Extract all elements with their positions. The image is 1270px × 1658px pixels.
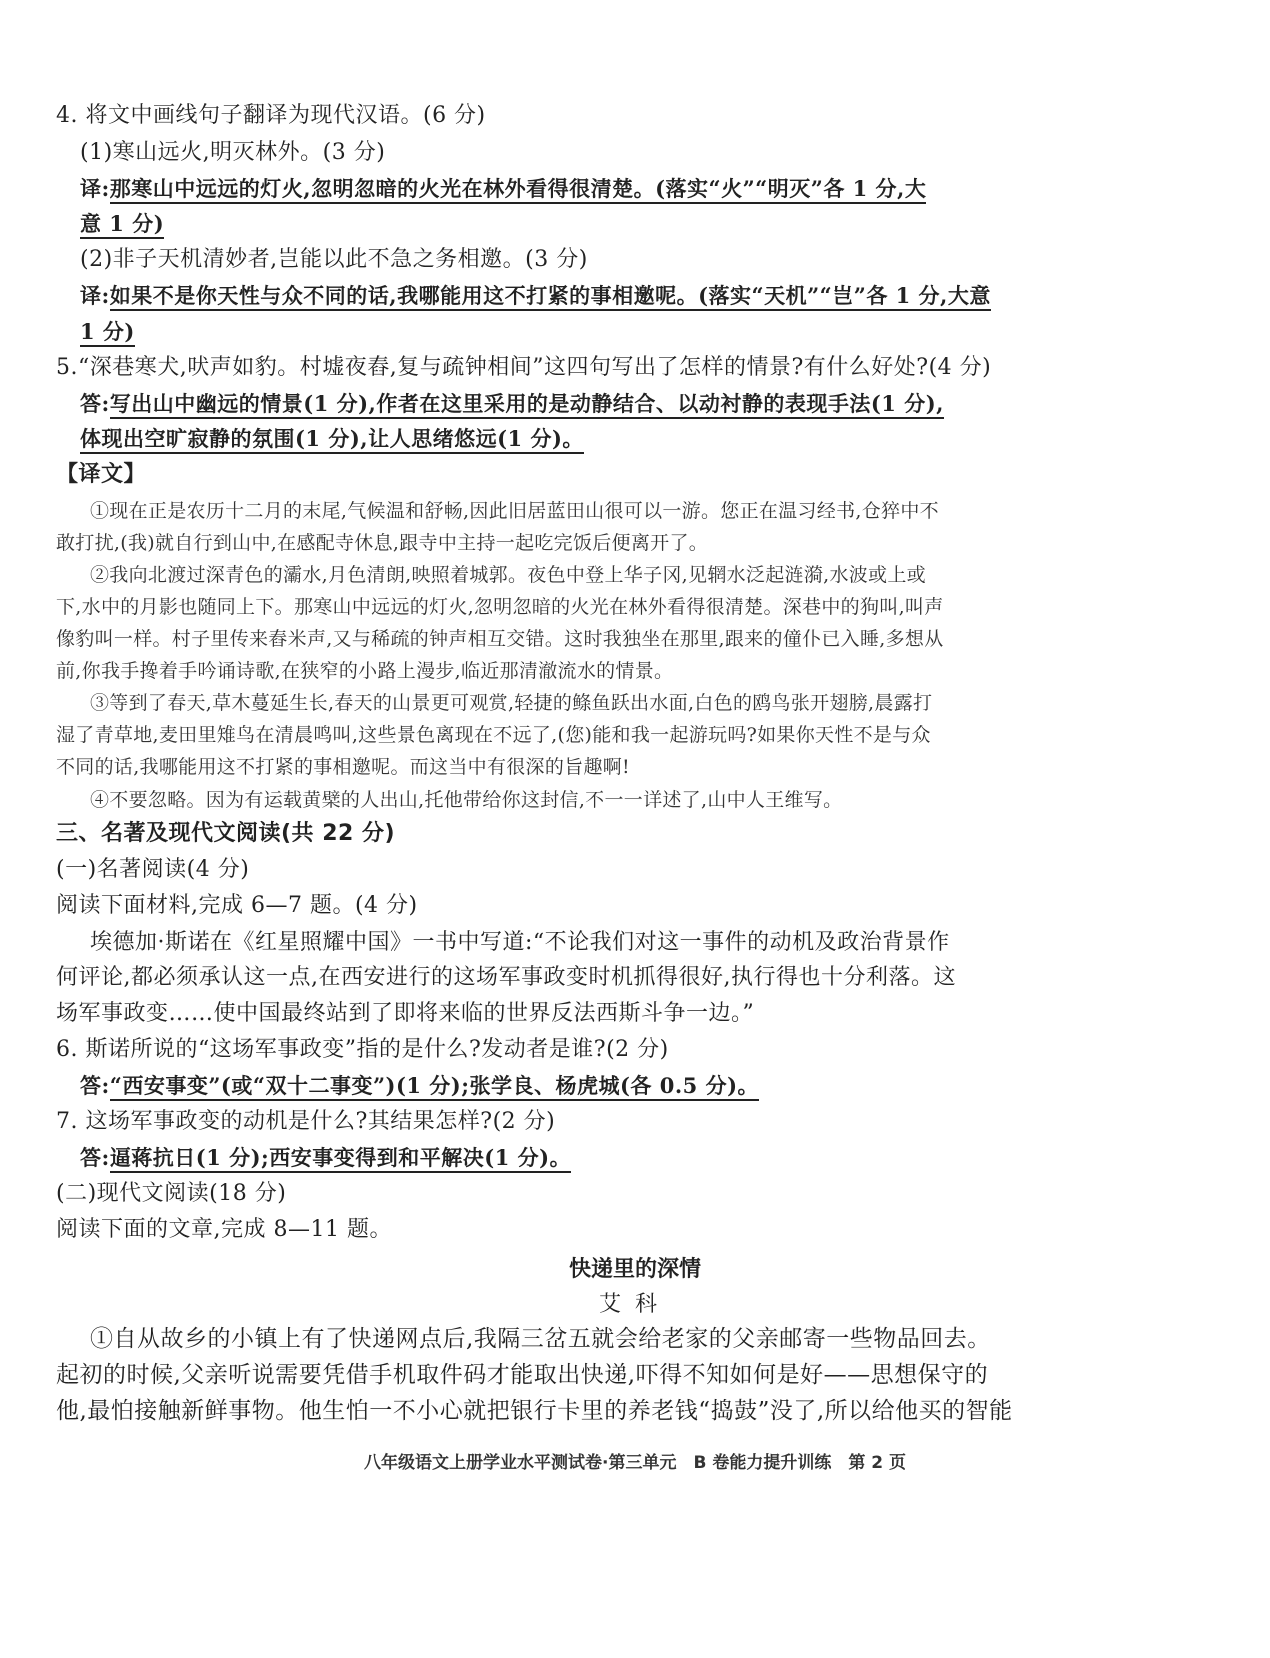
q4-sub2: (2)非子天机清妙者,岂能以此不急之务相邀。(3 分) <box>80 247 588 272</box>
answer-prefix: 答: <box>80 391 110 416</box>
article-p1-line: ①自从故乡的小镇上有了快递网点后,我隔三岔五就会给老家的父亲邮寄一些物品回去。 <box>90 1326 991 1352</box>
q5-stem: 5.“深巷寒犬,吠声如豹。村墟夜舂,复与疏钟相间”这四句写出了怎样的情景?有什么好处?(4 分) <box>56 355 992 380</box>
answer-text: 逼蒋抗日(1 分);西安事变得到和平解决(1 分)。 <box>110 1145 571 1173</box>
translation-p1-line: 敢打扰,(我)就自行到山中,在感配寺休息,跟寺中主持一起吃完饭后便离开了。 <box>56 532 709 554</box>
q5-answer-line2 <box>80 424 584 454</box>
quote-line: 何评论,都必须承认这一点,在西安进行的这场军事政变时机抓得很好,执行得也十分利落。这 <box>56 965 956 990</box>
section3-heading: 三、名著及现代文阅读(共 22 分) <box>56 821 396 846</box>
answer-text: 体现出空旷寂静的氛围(1 分),让人思绪悠远(1 分)。 <box>80 426 584 454</box>
q7-answer <box>80 1143 571 1173</box>
translation-p4-line: ④不要忽略。因为有运载黄檗的人出山,托他带给你这封信,不一一详述了,山中人王维写。 <box>90 789 843 811</box>
article-p1-line: 起初的时候,父亲听说需要凭借手机取件码才能取出快递,吓得不知如何是好——思想保守的 <box>56 1362 989 1388</box>
quote-line: 场军事政变……使中国最终站到了即将来临的世界反法西斯斗争一边。” <box>56 1001 755 1026</box>
translation-heading: 【译文】 <box>56 462 147 487</box>
q4-answer1-line1 <box>80 174 926 204</box>
answer-text: 1 分) <box>80 319 135 347</box>
translation-p2-line: 前,你我手搀着手吟诵诗歌,在狭窄的小路上漫步,临近那清澈流水的情景。 <box>56 660 674 682</box>
answer-prefix: 答: <box>80 1145 110 1170</box>
q6-answer <box>80 1071 759 1101</box>
q4-stem: 4. 将文中画线句子翻译为现代汉语。(6 分) <box>56 103 486 128</box>
section3-part1: (一)名著阅读(4 分) <box>56 857 250 882</box>
answer-text: 如果不是你天性与众不同的话,我哪能用这不打紧的事相邀呢。(落实“天机”“岂”各 1 分,大意 <box>110 283 991 311</box>
answer-text: 那寒山中远远的灯火,忽明忽暗的火光在林外看得很清楚。(落实“火”“明灭”各 1 分,大 <box>110 176 927 204</box>
q4-answer2-line1 <box>80 281 991 311</box>
q4-answer2-line2 <box>80 317 135 347</box>
page-footer: 八年级语文上册学业水平测试卷·第三单元 B 卷能力提升训练 第 2 页 <box>364 1453 906 1473</box>
q7-stem: 7. 这场军事政变的动机是什么?其结果怎样?(2 分) <box>56 1109 556 1134</box>
quote-line: 埃德加·斯诺在《红星照耀中国》一书中写道:“不论我们对这一事件的动机及政治背景作 <box>90 930 950 955</box>
answer-text: 意 1 分) <box>80 211 164 239</box>
answer-prefix: 译: <box>80 176 110 201</box>
section3-instruction2: 阅读下面的文章,完成 8—11 题。 <box>56 1217 392 1242</box>
q4-answer1-line2 <box>80 209 164 239</box>
translation-p1-line: ①现在正是农历十二月的末尾,气候温和舒畅,因此旧居蓝田山很可以一游。您正在温习经书,仓猝中不 <box>90 500 939 522</box>
answer-text: 写出山中幽远的情景(1 分),作者在这里采用的是动静结合、以动衬静的表现手法(1 分), <box>110 391 944 419</box>
translation-p3-line: ③等到了春天,草木蔓延生长,春天的山景更可观赏,轻捷的鲦鱼跃出水面,白色的鸥鸟张开翅膀,晨露打 <box>90 692 933 714</box>
article-author: 艾科 <box>598 1292 671 1317</box>
translation-p3-line: 湿了青草地,麦田里雉鸟在清晨鸣叫,这些景色离现在不远了,(您)能和我一起游玩吗?如果你天性不是与众 <box>56 724 931 746</box>
article-p1-line: 他,最怕接触新鲜事物。他生怕一不小心就把银行卡里的养老钱“捣鼓”没了,所以给他买的智能 <box>56 1398 1013 1424</box>
q4-sub1: (1)寒山远火,明灭林外。(3 分) <box>80 140 386 165</box>
answer-prefix: 答: <box>80 1073 110 1098</box>
translation-p2-line: ②我向北渡过深青色的灞水,月色清朗,映照着城郭。夜色中登上华子冈,见辋水泛起涟漪,水波或上或 <box>90 564 926 586</box>
translation-p2-line: 下,水中的月影也随同上下。那寒山中远远的灯火,忽明忽暗的火光在林外看得很清楚。深巷中的狗叫,叫声 <box>56 596 944 618</box>
answer-text: “西安事变”(或“双十二事变”)(1 分);张学良、杨虎城(各 0.5 分)。 <box>110 1073 759 1101</box>
section3-part2: (二)现代文阅读(18 分) <box>56 1181 287 1206</box>
section3-instruction1: 阅读下面材料,完成 6—7 题。(4 分) <box>56 893 418 918</box>
q5-answer-line1 <box>80 389 944 419</box>
translation-p2-line: 像豹叫一样。村子里传来舂米声,又与稀疏的钟声相互交错。这时我独坐在那里,跟来的僮仆已入睡,多想从 <box>56 628 944 650</box>
answer-prefix: 译: <box>80 283 110 308</box>
q6-stem: 6. 斯诺所说的“这场军事政变”指的是什么?发动者是谁?(2 分) <box>56 1037 669 1062</box>
article-title: 快递里的深情 <box>568 1257 701 1282</box>
translation-p3-line: 不同的话,我哪能用这不打紧的事相邀呢。而这当中有很深的旨趣啊! <box>56 756 630 778</box>
